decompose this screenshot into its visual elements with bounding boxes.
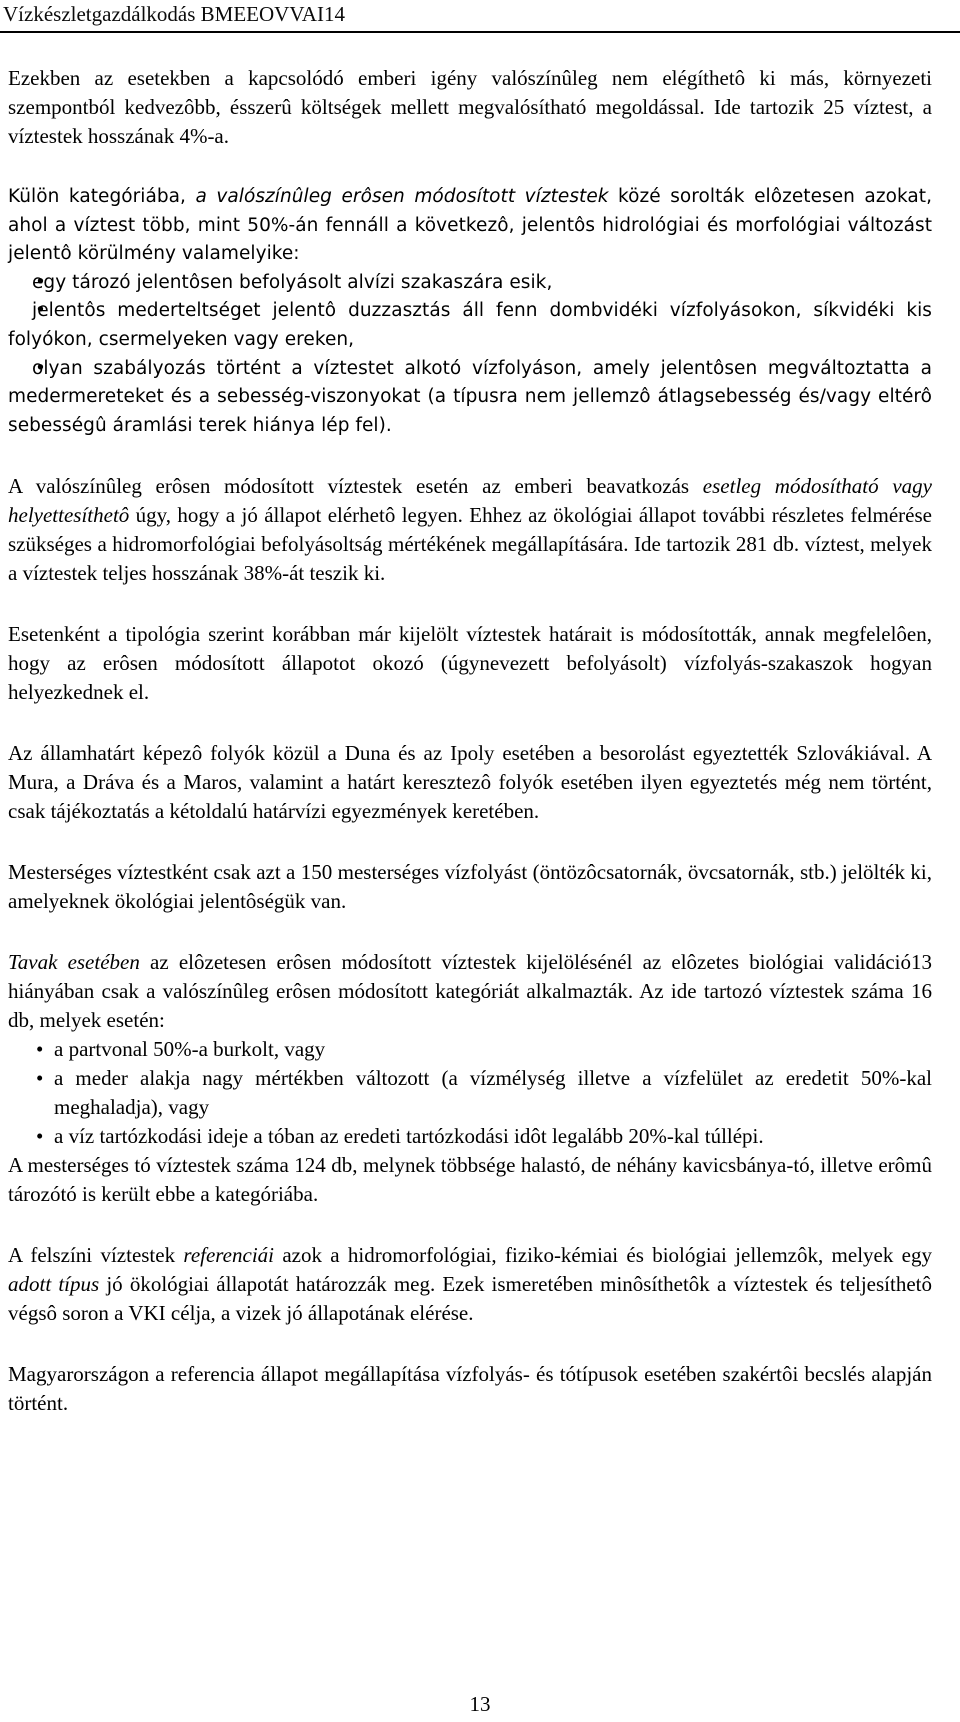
paragraph-7-emphasis: Tavak esetében [8, 950, 140, 975]
paragraph-5: Az államhatárt képezô folyók közül a Duna és az Ipoly esetében a besorolást egyeztették Szlovákiával. A Mura, a Dráva és a Maros, valamint a határt keresztezô folyók esetében ilyen egyeztetés még nem történt, csak tájékoztatás a kétoldalú határvízi egyezmények keretében. [8, 741, 932, 824]
paragraph-8-mid: azok a hidromorfológiai, fiziko-kémiai és biológiai jellemzôk, melyek egy [274, 1243, 932, 1268]
list-item: • a partvonal 50%-a burkolt, vagy [32, 1035, 932, 1064]
paragraph-8-after: jó ökológiai állapotát határozzák meg. Ezek ismeretében minôsíthetôk a víztestek és teljesíthetô végsô soron a VKI célja, a vizek jó állapotának elérése. [8, 1272, 932, 1326]
list-item: • egy tározó jelentôsen befolyásolt alvízi szakaszára esik, [8, 269, 932, 298]
paragraph-3-after: úgy, hogy a jó állapot elérhetô legyen. Ehhez az ökológiai állapot további részletes felmérése szükséges a hidromorfológiai befolyásoltság mértékének megállapítására. Ide tartozik 281 db. víztest, melyek a víztestek teljes hosszának 38%-át teszik ki. [8, 503, 932, 586]
page-number: 13 [469, 1692, 491, 1716]
paragraph-7-list [8, 1035, 932, 1151]
list-item: • a meder alakja nagy mértékben változott (a vízmélység illetve a vízfelület az eredetit 50%-kal meghaladja), vagy [32, 1064, 932, 1122]
paragraph-8-emphasis-2: adott típus [8, 1272, 100, 1297]
paragraph-3 [8, 472, 932, 588]
paragraph-7-text [8, 948, 932, 1035]
paragraph-9: Magyarországon a referencia állapot megállapítása vízfolyás- és tótípusok esetében szakértôi becslés alapján történt. [8, 1362, 932, 1416]
paragraph-7 [8, 948, 932, 1209]
paragraph-8-emphasis-1: referenciái [183, 1243, 274, 1268]
list-item: • olyan szabályozás történt a víztestet alkotó vízfolyáson, amely jelentôsen megváltoztatta a medermereteket és a sebesség-viszonyokat (a típusra nem jellemzô átlagsebesség és/vagy eltérô sebességû áramlási terek hiánya lép fel). [8, 355, 932, 441]
paragraph-2 [8, 183, 932, 440]
paragraph-8 [8, 1241, 932, 1328]
paragraph-8-before: A felszíni víztestek [8, 1243, 184, 1268]
paragraph-2-before: Külön kategóriába, [8, 186, 196, 207]
header-title: Vízkészletgazdálkodás BMEEOVVAI14 [3, 2, 345, 26]
paragraph-2-list [8, 269, 932, 441]
paragraph-2-emphasis: a valószínûleg erôsen módosított víztestek [195, 186, 609, 207]
paragraph-1: Ezekben az esetekben a kapcsolódó emberi igény valószínûleg nem elégíthetô ki más, környezeti szempontból kedvezôbb, ésszerû költségek mellett megvalósítható megoldással. Ide tartozik 25 víztest, a víztestek hosszának 4%-a. [8, 66, 932, 148]
paragraph-3-before: A valószínûleg erôsen módosított víztestek esetén az emberi beavatkozás [8, 474, 703, 499]
document-body [8, 64, 932, 1418]
header-rule [0, 31, 960, 33]
page-header [0, 0, 960, 30]
paragraph-6: Mesterséges víztestként csak azt a 150 mesterséges vízfolyást (öntözôcsatornák, övcsatornák, stb.) jelölték ki, amelyeknek ökológiai jelentôségük van. [8, 860, 932, 914]
list-item: • jelentôs mederteltséget jelentô duzzasztás áll fenn dombvidéki vízfolyásokon, síkvidéki kis folyókon, csermelyeken vagy ereken, [8, 297, 932, 354]
paragraph-2-after: közé sorolták elôzetesen azokat, ahol a víztest több, mint 50%-án fennáll a következô, jelentôs hidrológiai és morfológiai változást jelentô körülmény valamelyike: [8, 186, 933, 265]
paragraph-4: Esetenként a tipológia szerint korábban már kijelölt víztestek határait is módosították, annak megfelelôen, hogy az erôsen módosított állapotot okozó (úgynevezett befolyásolt) vízfolyás-szakaszok hogyan helyezkednek el. [8, 622, 932, 705]
paragraph-3-emphasis: esetleg módosítható vagy helyettesíthetô [8, 474, 932, 528]
paragraph-7-closing: A mesterséges tó víztestek száma 124 db, melynek többsége halastó, de néhány kavicsbánya-tó, illetve erômû tározótó is került ebbe a kategóriába. [8, 1153, 932, 1207]
paragraph-7-after: az elôzetesen erôsen módosított víztestek kijelölésénél az elôzetes biológiai validáció13 hiányában csak a valószínûleg erôsen módosított kategóriát alkalmazták. Az ide tartozó víztestek száma 16 db, melyek esetén: [8, 950, 932, 1033]
paragraph-2-text [8, 183, 932, 269]
list-item: • a víz tartózkodási ideje a tóban az eredeti tartózkodási idôt legalább 20%-kal túllépi. [32, 1122, 932, 1151]
